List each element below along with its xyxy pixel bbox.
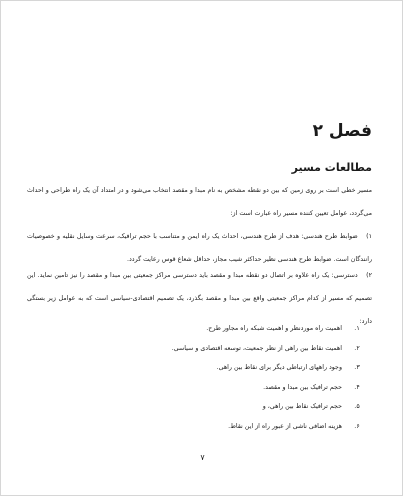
list-item-text: حجم ترافیک نقاط بین راهی، و	[262, 403, 342, 410]
list-item	[72, 319, 372, 339]
list-item-text: هزینه اضافی ناشی از عبور راه از این نقاط.	[228, 422, 342, 430]
list-item	[72, 397, 372, 417]
list-item-number: ۶.	[354, 422, 360, 430]
intro-paragraph: مسیر خطی است بر روی زمین که بین دو نقطه مشخص به نام مبدا و مقصد انتخاب می‌شود و در امتداد آن یک راه طراحی و احداث می‌گردد، عوامل تعیین کننده مسیر راه عبارت است از:	[27, 187, 372, 217]
item-text: ضوابط طرح هندسی: هدف از طرح هندسی، احداث یک راه ایمن و متناسب با حجم ترافیک، سرعت وسایل نقلیه و خصوصیات رانندگان است. ضوابط طرح هندسی نظیر حداکثر شیب مجاز، حداقل شعاع قوس رعایت گردد.	[27, 233, 372, 263]
factors-list	[72, 319, 372, 436]
section-title: مطالعات مسیر	[291, 161, 372, 174]
list-item-text: حجم ترافیک بین مبدا و مقصد.	[263, 383, 342, 391]
item-number: ۲)	[366, 272, 372, 279]
item-text: دسترسی: یک راه علاوه بر اتصال دو نقطه مبدا و مقصد باید دسترسی مراکز جمعیتی بین مبدا و مقصد را نیز تامین نماید. این تصمیم که مسیر از کدام مراکز جمعیتی واقع بین مبدا و مقصد بگذرد، یک تصمیم اقتصادی-سیاسی است که به عوامل زیر بستگی دارد:	[27, 272, 372, 325]
item-number: ۱)	[366, 233, 372, 240]
list-item-number: ۱.	[354, 325, 360, 332]
list-item-number: ۳.	[354, 364, 360, 371]
list-item-text: اهمیت راه موردنظر و اهمیت شبکه راه مجاور طرح.	[206, 325, 342, 332]
list-item-number: ۵.	[354, 403, 360, 410]
page-number: ۷	[200, 453, 205, 462]
list-item	[72, 358, 372, 378]
list-item	[72, 378, 372, 398]
list-item-number: ۴.	[354, 383, 360, 391]
list-item-text: اهمیت نقاط بین راهی از نظر جمعیت، توسعه اقتصادی و سیاسی.	[171, 344, 342, 352]
list-item-text: وجود راههای ارتباطی دیگر برای نقاط بین راهی.	[216, 364, 342, 371]
list-item-number: ۲.	[354, 344, 360, 352]
list-item	[72, 417, 372, 437]
chapter-title: فصل ۲	[312, 121, 372, 141]
list-item	[72, 339, 372, 359]
